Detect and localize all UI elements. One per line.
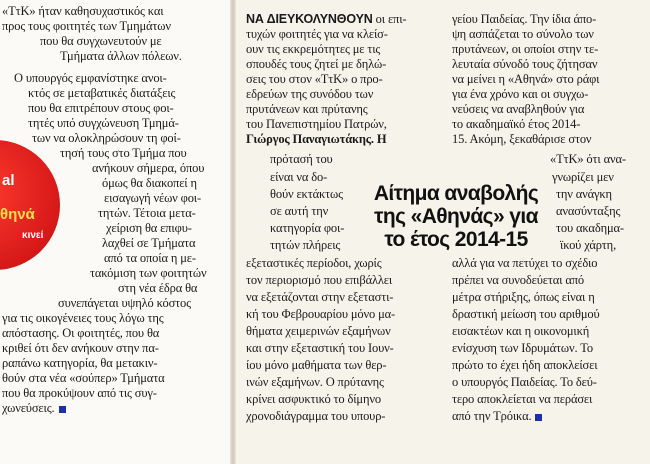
mid-line: τυχών φοιτητές για να κλείσ- xyxy=(246,27,388,41)
mid-line: είναι να δο- xyxy=(270,170,328,184)
headline-line: το έτος 2014-15 xyxy=(384,228,528,251)
right-last-text: από την Τρόικα. xyxy=(452,409,532,423)
left-line xyxy=(2,401,66,416)
headline-line: της «Αθηνάς» για xyxy=(374,205,538,228)
right-line: ανασύνταξης xyxy=(556,204,621,218)
right-line: λευταία σύνοδό τους ζήτησαν xyxy=(452,57,598,71)
left-line: «ΤτΚ» ήταν καθησυχαστικός και xyxy=(2,4,164,18)
right-line: πρώτο το έχει ήδη αποκλείσει xyxy=(452,358,598,372)
mid-line: τητών πλήρεις xyxy=(270,238,341,252)
mid-line: θήματα χειμερινών εξαμήνων xyxy=(246,324,391,338)
left-line: που θα προκύψουν από τις συγ- xyxy=(2,386,157,400)
right-line: 15. Ακόμη, ξεκαθάρισε στον xyxy=(452,132,592,146)
right-line: το ακαδημαϊκό έτος 2014- xyxy=(452,117,581,131)
left-line: στη νέα έδρα θα xyxy=(118,281,198,295)
left-line: τησή τους στο Τμήμα που xyxy=(60,146,187,160)
right-line: πρέπει να συνοδεύεται από xyxy=(452,273,584,287)
mid-line: του Πανεπιστημίου Πατρών, xyxy=(246,117,387,131)
left-line: Ο υπουργός εμφανίστηκε ανοι- xyxy=(14,71,167,85)
mid-line: ουν τις εκκρεμότητες με τις xyxy=(246,42,381,56)
right-line: την ανάγκη xyxy=(556,187,612,201)
right-line: μέτρα στήριξης, όπως είναι η xyxy=(452,290,595,304)
article-headline xyxy=(363,182,549,251)
left-line: κριθεί ότι δεν ανήκουν στην πα- xyxy=(2,341,159,355)
mid-line: πρότασή του xyxy=(270,152,333,166)
mid-line: Γιώργος Παναγιωτάκης. Η xyxy=(246,132,387,146)
right-line: του ακαδημα- xyxy=(556,221,624,235)
insert-text-top: al xyxy=(2,172,15,189)
left-line: ανήκουν σήμερα, όπου xyxy=(92,161,205,175)
left-line: τητών. Τέτοια μετα- xyxy=(98,206,196,220)
article-lead-rest: οι επι- xyxy=(375,12,407,26)
end-of-article-mark xyxy=(535,414,542,421)
right-line: εισακτέων και η οικονομική xyxy=(452,324,590,338)
left-line: για τις οικογένειες τους λόγω της xyxy=(2,311,164,325)
end-of-article-mark xyxy=(59,406,66,413)
left-line: απόστασης. Οι φοιτητές, που θα xyxy=(2,326,160,340)
mid-line: σεις του στον «ΤτΚ» ο προ- xyxy=(246,72,383,86)
right-line: νεύσεις να αναβληθούν για xyxy=(452,102,585,116)
right-line xyxy=(452,409,542,424)
mid-line: κατηγορία φοι- xyxy=(270,221,345,235)
article-lead-line xyxy=(246,12,406,27)
right-line: να μείνει η «Αθηνά» στο ράφι xyxy=(452,72,600,86)
left-line: προς τους φοιτητές των Τμημάτων xyxy=(2,19,171,33)
right-line: αλλά για να πετύχει το σχέδιο xyxy=(452,256,598,270)
mid-line: και στην εξεταστική του Ιουν- xyxy=(246,341,394,355)
right-line: ψη ασπάζεται το σύνολο των xyxy=(452,27,594,41)
left-line: των να ολοκληρώσουν τη φοί- xyxy=(32,131,181,145)
headline-line: Αίτημα αναβολής xyxy=(373,182,539,205)
left-line: τητές υπό συγχώνευση Τμημά- xyxy=(28,116,179,130)
mid-line: κρίνει ασφυκτικό το δίμηνο xyxy=(246,392,381,406)
right-line: ϊκού χάρτη, xyxy=(560,238,617,252)
article-lead-in: ΝΑ ΔΙΕΥΚΟΛΥΝΘΟΥΝ xyxy=(246,12,373,26)
left-line: όμως θα διακοπεί η xyxy=(102,176,197,190)
left-line: ραπάνω κατηγορία, θα μετακιν- xyxy=(2,356,158,370)
left-line: που θα συγχωνευτούν με xyxy=(40,34,162,48)
right-line: τερο αποκλείεται να περάσει xyxy=(452,392,593,406)
mid-line: να εξετάζονται στην εξεταστι- xyxy=(246,290,394,304)
right-line: ενίσχυση των Ιδρυμάτων. Το xyxy=(452,341,593,355)
left-line: από τα οποία η με- xyxy=(104,251,196,265)
mid-line: κή του Φεβρουαρίου μόνο μα- xyxy=(246,307,396,321)
left-line: χείριση θα επιφυ- xyxy=(106,221,192,235)
left-line: λαχθεί σε Τμήματα xyxy=(102,236,196,250)
mid-line: θούν εκτάκτως xyxy=(270,187,343,201)
left-line: κτός σε μεταβατικές διατάξεις xyxy=(28,86,176,100)
right-line: πρυτάνεων, οι οποίοι στην τε- xyxy=(452,42,599,56)
insert-text-bottom: κινεί xyxy=(22,230,44,241)
right-line: γνωρίζει μεν xyxy=(552,170,614,184)
right-line: γείου Παιδείας. Την ίδια άπο- xyxy=(452,12,597,26)
mid-line: σπουδές τους ζητεί με δηλώ- xyxy=(246,57,387,71)
mid-line: εξεταστικές περίοδοι, χωρίς xyxy=(246,256,382,270)
mid-line: σε αυτή την xyxy=(270,204,329,218)
left-line: που θα επιτρέπουν στους φοι- xyxy=(28,101,174,115)
right-line: «ΤτΚ» ότι ανα- xyxy=(550,152,626,166)
left-line: τακόμιση των φοιτητών xyxy=(90,266,207,280)
mid-line: ινών εξαμήνων. Ο πρύτανης xyxy=(246,375,384,389)
left-line: συνεπάγεται υψηλό κόστος xyxy=(58,296,191,310)
right-line: ο υπουργός Παιδείας. Το δεύ- xyxy=(452,375,597,389)
left-line: Τμήματα άλλων πόλεων. xyxy=(60,49,182,63)
mid-line: εδρεύων της συνόδου των xyxy=(246,87,374,101)
mid-line: τον περιορισμό που επιβάλλει xyxy=(246,273,393,287)
left-line: εισαγωγή νέων φοι- xyxy=(104,191,202,205)
right-line: δραστική μείωση του αριθμού xyxy=(452,307,600,321)
right-line: για ένα χρόνο και οι συγχω- xyxy=(452,87,589,101)
mid-line: ίου μόνο μαθήματα των θερ- xyxy=(246,358,387,372)
mid-line: πρυτάνεων και πρύτανης xyxy=(246,102,368,116)
insert-text-mid: θηνά xyxy=(0,206,35,223)
mid-line: χρονοδιάγραμμα του υπουρ- xyxy=(246,409,386,423)
left-last-text: χωνεύσεις. xyxy=(2,401,55,415)
left-line: θούν στα νέα «σούπερ» Τμήματα xyxy=(2,371,165,385)
